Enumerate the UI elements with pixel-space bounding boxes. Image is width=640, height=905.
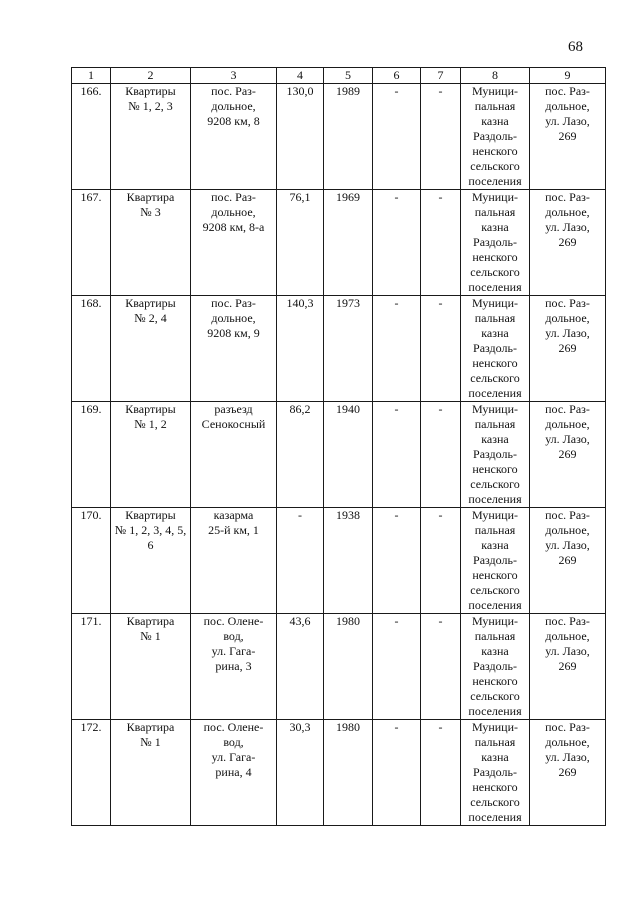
object-name-line: Квартира bbox=[126, 720, 175, 734]
object-year: 1969 bbox=[324, 190, 373, 296]
object-year: 1940 bbox=[324, 402, 373, 508]
holder-address-line: дольное, bbox=[545, 99, 590, 113]
object-name-line: Квартиры bbox=[125, 402, 176, 416]
holder-address bbox=[530, 296, 606, 402]
column-6-value: - bbox=[373, 296, 421, 402]
registry-table-body bbox=[72, 84, 606, 826]
owner-name bbox=[461, 296, 530, 402]
column-7-value: - bbox=[421, 84, 461, 190]
column-header: 5 bbox=[324, 68, 373, 84]
row-number: 170. bbox=[72, 508, 111, 614]
owner-name-line: сельского bbox=[470, 795, 520, 809]
object-area: 130,0 bbox=[277, 84, 324, 190]
owner-name-line: казна bbox=[481, 644, 509, 658]
column-header: 8 bbox=[461, 68, 530, 84]
holder-address-line: дольное, bbox=[545, 417, 590, 431]
owner-name-line: сельского bbox=[470, 371, 520, 385]
row-number: 172. bbox=[72, 720, 111, 826]
owner-name-line: поселения bbox=[468, 174, 522, 188]
holder-address-line: 269 bbox=[558, 765, 577, 779]
column-6-value: - bbox=[373, 84, 421, 190]
holder-address-line: пос. Раз- bbox=[545, 614, 590, 628]
owner-name-line: Раздоль- bbox=[473, 129, 517, 143]
column-header: 7 bbox=[421, 68, 461, 84]
owner-name-line: Раздоль- bbox=[473, 553, 517, 567]
column-header: 1 bbox=[72, 68, 111, 84]
row-number: 171. bbox=[72, 614, 111, 720]
owner-name-line: ненского bbox=[472, 462, 518, 476]
holder-address-line: ул. Лазо, bbox=[545, 220, 590, 234]
owner-name-line: Раздоль- bbox=[473, 447, 517, 461]
owner-name-line: Муници- bbox=[471, 720, 519, 734]
object-name-line: Квартира bbox=[126, 190, 175, 204]
object-address-line: пос. Олене- bbox=[203, 614, 264, 628]
object-address-line: 9208 км, 8 bbox=[207, 114, 260, 128]
object-area: 86,2 bbox=[277, 402, 324, 508]
object-address bbox=[191, 84, 277, 190]
holder-address bbox=[530, 720, 606, 826]
object-address-line: дольное, bbox=[211, 99, 256, 113]
row-number: 168. bbox=[72, 296, 111, 402]
owner-name-line: казна bbox=[481, 220, 509, 234]
object-name-line: № 3 bbox=[140, 205, 161, 219]
holder-address-line: дольное, bbox=[545, 735, 590, 749]
object-address bbox=[191, 296, 277, 402]
holder-address-line: дольное, bbox=[545, 523, 590, 537]
row-number: 169. bbox=[72, 402, 111, 508]
object-year: 1989 bbox=[324, 84, 373, 190]
owner-name-line: Муници- bbox=[471, 190, 519, 204]
owner-name-line: сельского bbox=[470, 159, 520, 173]
owner-name-line: сельского bbox=[470, 689, 520, 703]
column-7-value: - bbox=[421, 614, 461, 720]
column-header: 9 bbox=[530, 68, 606, 84]
owner-name-line: пальная bbox=[474, 417, 516, 431]
object-area: 140,3 bbox=[277, 296, 324, 402]
owner-name-line: Муници- bbox=[471, 84, 519, 98]
column-7-value: - bbox=[421, 296, 461, 402]
holder-address-line: дольное, bbox=[545, 311, 590, 325]
owner-name-line: Муници- bbox=[471, 614, 519, 628]
owner-name-line: ненского bbox=[472, 780, 518, 794]
column-header: 4 bbox=[277, 68, 324, 84]
owner-name-line: казна bbox=[481, 538, 509, 552]
property-registry-table bbox=[71, 67, 606, 826]
holder-address-line: дольное, bbox=[545, 629, 590, 643]
object-name-line: № 1 bbox=[140, 735, 161, 749]
object-year: 1980 bbox=[324, 720, 373, 826]
holder-address-line: ул. Лазо, bbox=[545, 114, 590, 128]
object-name bbox=[111, 614, 191, 720]
owner-name-line: Муници- bbox=[471, 402, 519, 416]
owner-name-line: поселения bbox=[468, 386, 522, 400]
holder-address-line: ул. Лазо, bbox=[545, 432, 590, 446]
object-name bbox=[111, 720, 191, 826]
column-header: 3 bbox=[191, 68, 277, 84]
holder-address-line: 269 bbox=[558, 129, 577, 143]
table-row bbox=[72, 508, 606, 614]
owner-name-line: сельского bbox=[470, 265, 520, 279]
holder-address-line: ул. Лазо, bbox=[545, 750, 590, 764]
owner-name-line: ненского bbox=[472, 568, 518, 582]
object-address-line: ул. Гага- bbox=[211, 750, 256, 764]
object-address-line: ул. Гага- bbox=[211, 644, 256, 658]
object-address-line: 9208 км, 8-а bbox=[202, 220, 265, 234]
owner-name-line: поселения bbox=[468, 492, 522, 506]
column-7-value: - bbox=[421, 190, 461, 296]
column-6-value: - bbox=[373, 720, 421, 826]
owner-name bbox=[461, 190, 530, 296]
holder-address-line: пос. Раз- bbox=[545, 720, 590, 734]
column-6-value: - bbox=[373, 508, 421, 614]
column-header: 2 bbox=[111, 68, 191, 84]
owner-name-line: Раздоль- bbox=[473, 765, 517, 779]
column-7-value: - bbox=[421, 508, 461, 614]
object-address bbox=[191, 508, 277, 614]
holder-address-line: 269 bbox=[558, 235, 577, 249]
table-row bbox=[72, 296, 606, 402]
object-area: 30,3 bbox=[277, 720, 324, 826]
owner-name-line: казна bbox=[481, 326, 509, 340]
object-name-line: Квартиры bbox=[125, 508, 176, 522]
object-address-line: рина, 4 bbox=[215, 765, 252, 779]
owner-name-line: Муници- bbox=[471, 296, 519, 310]
holder-address bbox=[530, 84, 606, 190]
owner-name-line: Раздоль- bbox=[473, 659, 517, 673]
object-name bbox=[111, 296, 191, 402]
object-area: - bbox=[277, 508, 324, 614]
object-name-line: Квартира bbox=[126, 614, 175, 628]
row-number: 167. bbox=[72, 190, 111, 296]
owner-name-line: ненского bbox=[472, 674, 518, 688]
object-area: 76,1 bbox=[277, 190, 324, 296]
object-name bbox=[111, 402, 191, 508]
holder-address-line: ул. Лазо, bbox=[545, 326, 590, 340]
object-address bbox=[191, 190, 277, 296]
holder-address bbox=[530, 508, 606, 614]
holder-address-line: пос. Раз- bbox=[545, 84, 590, 98]
object-name-line: № 1 bbox=[140, 629, 161, 643]
object-area: 43,6 bbox=[277, 614, 324, 720]
object-address-line: дольное, bbox=[211, 205, 256, 219]
object-address-line: пос. Раз- bbox=[211, 296, 256, 310]
object-name-line: Квартиры bbox=[125, 296, 176, 310]
holder-address-line: пос. Раз- bbox=[545, 190, 590, 204]
holder-address-line: дольное, bbox=[545, 205, 590, 219]
holder-address bbox=[530, 190, 606, 296]
holder-address-line: 269 bbox=[558, 341, 577, 355]
holder-address bbox=[530, 614, 606, 720]
object-year: 1938 bbox=[324, 508, 373, 614]
object-address-line: разъезд bbox=[214, 402, 253, 416]
owner-name-line: Муници- bbox=[471, 508, 519, 522]
table-row bbox=[72, 190, 606, 296]
object-name-line: № 1, 2 bbox=[134, 417, 167, 431]
object-address-line: 25-й км, 1 bbox=[208, 523, 259, 537]
row-number: 166. bbox=[72, 84, 111, 190]
holder-address-line: пос. Раз- bbox=[545, 402, 590, 416]
object-address-line: Сенокосный bbox=[201, 417, 266, 431]
object-address-line: пос. Олене- bbox=[203, 720, 264, 734]
object-address-line: казарма bbox=[213, 508, 254, 522]
object-address-line: вод, bbox=[223, 629, 244, 643]
owner-name-line: поселения bbox=[468, 598, 522, 612]
object-name-line: 6 bbox=[147, 538, 154, 552]
owner-name bbox=[461, 614, 530, 720]
object-address bbox=[191, 402, 277, 508]
owner-name-line: казна bbox=[481, 114, 509, 128]
column-7-value: - bbox=[421, 402, 461, 508]
table-row bbox=[72, 720, 606, 826]
column-6-value: - bbox=[373, 190, 421, 296]
owner-name-line: ненского bbox=[472, 144, 518, 158]
owner-name-line: сельского bbox=[470, 583, 520, 597]
owner-name-line: пальная bbox=[474, 99, 516, 113]
table-row bbox=[72, 84, 606, 190]
object-name-line: № 2, 4 bbox=[134, 311, 167, 325]
owner-name bbox=[461, 720, 530, 826]
owner-name-line: Раздоль- bbox=[473, 235, 517, 249]
owner-name-line: казна bbox=[481, 432, 509, 446]
page-number: 68 bbox=[568, 39, 583, 55]
object-address-line: 9208 км, 9 bbox=[207, 326, 260, 340]
owner-name-line: пальная bbox=[474, 205, 516, 219]
object-address bbox=[191, 614, 277, 720]
owner-name-line: пальная bbox=[474, 735, 516, 749]
owner-name-line: ненского bbox=[472, 250, 518, 264]
object-address-line: дольное, bbox=[211, 311, 256, 325]
owner-name-line: сельского bbox=[470, 477, 520, 491]
object-name bbox=[111, 508, 191, 614]
owner-name bbox=[461, 84, 530, 190]
owner-name-line: пальная bbox=[474, 629, 516, 643]
column-header: 6 bbox=[373, 68, 421, 84]
object-year: 1973 bbox=[324, 296, 373, 402]
table-row bbox=[72, 402, 606, 508]
holder-address-line: 269 bbox=[558, 553, 577, 567]
column-number-header-row bbox=[72, 68, 606, 84]
object-address-line: рина, 3 bbox=[215, 659, 252, 673]
owner-name bbox=[461, 402, 530, 508]
holder-address-line: пос. Раз- bbox=[545, 508, 590, 522]
table-row bbox=[72, 614, 606, 720]
object-name-line: Квартиры bbox=[125, 84, 176, 98]
object-name bbox=[111, 84, 191, 190]
column-6-value: - bbox=[373, 614, 421, 720]
object-address-line: пос. Раз- bbox=[211, 190, 256, 204]
column-7-value: - bbox=[421, 720, 461, 826]
object-name bbox=[111, 190, 191, 296]
holder-address-line: 269 bbox=[558, 659, 577, 673]
owner-name-line: Раздоль- bbox=[473, 341, 517, 355]
owner-name-line: пальная bbox=[474, 523, 516, 537]
holder-address bbox=[530, 402, 606, 508]
object-name-line: № 1, 2, 3, 4, 5, bbox=[114, 523, 187, 537]
holder-address-line: 269 bbox=[558, 447, 577, 461]
object-year: 1980 bbox=[324, 614, 373, 720]
owner-name-line: казна bbox=[481, 750, 509, 764]
owner-name-line: ненского bbox=[472, 356, 518, 370]
object-address-line: пос. Раз- bbox=[211, 84, 256, 98]
object-address bbox=[191, 720, 277, 826]
owner-name-line: поселения bbox=[468, 810, 522, 824]
object-address-line: вод, bbox=[223, 735, 244, 749]
owner-name-line: пальная bbox=[474, 311, 516, 325]
column-6-value: - bbox=[373, 402, 421, 508]
object-name-line: № 1, 2, 3 bbox=[128, 99, 173, 113]
holder-address-line: ул. Лазо, bbox=[545, 644, 590, 658]
holder-address-line: ул. Лазо, bbox=[545, 538, 590, 552]
holder-address-line: пос. Раз- bbox=[545, 296, 590, 310]
owner-name bbox=[461, 508, 530, 614]
owner-name-line: поселения bbox=[468, 280, 522, 294]
owner-name-line: поселения bbox=[468, 704, 522, 718]
